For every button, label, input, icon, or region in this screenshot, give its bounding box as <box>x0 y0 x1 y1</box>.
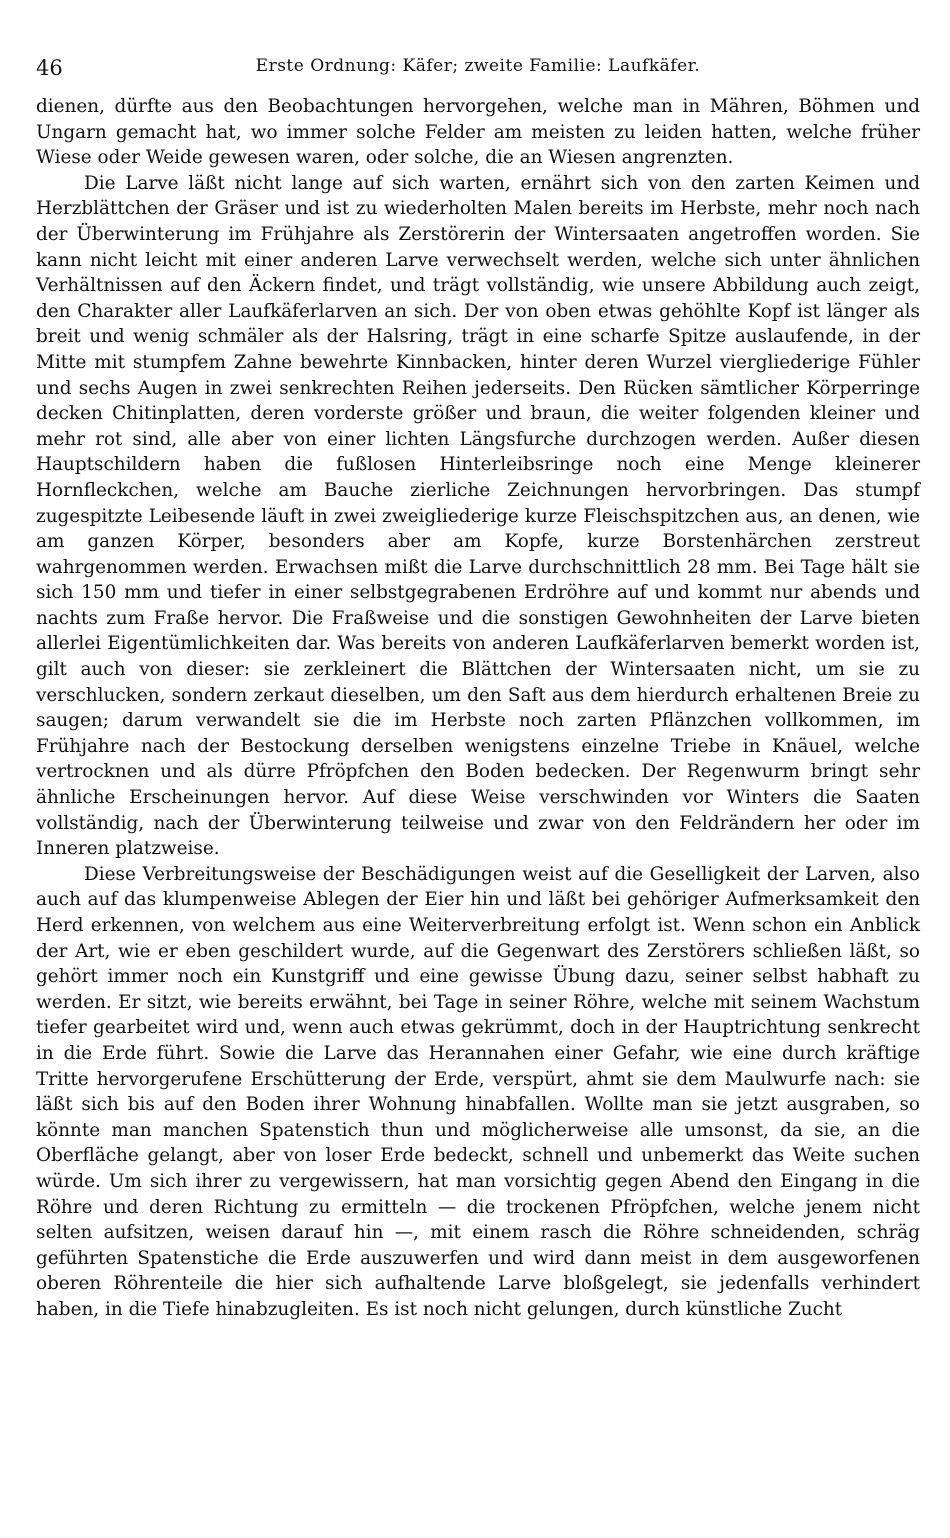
paragraph-continued: dienen, dürfte aus den Beobachtungen hervorgehen, welche man in Mähren, Böhmen und Ungarn gemacht hat, wo immer solche Felder am meisten zu leiden hatten, welche früher Wiese oder Weide gewesen waren, oder solche, die an Wiesen angrenzten. <box>36 96 920 169</box>
page-number: 46 <box>36 56 63 80</box>
page-header <box>36 48 920 84</box>
paragraph-distribution: Diese Verbreitungsweise der Beschädigungen weist auf die Geselligkeit der Larven, also auch auf das klumpenweise Ablegen der Eier hin und läßt bei gehöriger Aufmerksamkeit den Herd erkennen, von welchem aus eine Weiterverbreitung erfolgt ist. Wenn schon ein Anblick der Art, wie er eben geschildert wurde, auf die Gegenwart des Zerstörers schließen läßt, so gehört immer noch ein Kunstgriff und eine gewisse Übung dazu, seiner selbst habhaft zu werden. Er sitzt, wie bereits erwähnt, bei Tage in seiner Röhre, welche mit seinem Wachstum tiefer gearbeitet wird und, wenn auch etwas gekrümmt, doch in der Hauptrichtung senkrecht in die Erde führt. Sowie die Larve das Herannahen einer Gefahr, wie eine durch kräftige Tritte hervorgerufene Erschütterung der Erde, verspürt, ahmt sie dem Maulwurfe nach: sie läßt sich bis auf den Boden ihrer Wohnung hinabfallen. Wollte man sie jetzt ausgraben, so könnte man manchen Spatenstich thun und möglicherweise alle umsonst, da sie, an die Oberfläche gelangt, aber von loser Erde bedeckt, schnell und unbemerkt das Weite suchen würde. Um sich ihrer zu vergewissern, hat man vorsichtig gegen Abend den Eingang in die Röhre und deren Richtung zu ermitteln — die trockenen Pfröpfchen, welche jenem nicht selten aufsitzen, weisen darauf hin —, mit einem rasch die Röhre schneidenden, schräg geführten Spatenstiche die Erde auszuwerfen und wird dann meist in dem ausgeworfenen oberen Röhrenteile die hier sich aufhaltende Larve bloßgelegt, sie jedenfalls verhindert haben, in die Tiefe hinabzugleiten. Es ist noch nicht gelungen, durch künstliche Zucht <box>36 863 920 1320</box>
running-head: Erste Ordnung: Käfer; zweite Familie: Laufkäfer. <box>255 56 701 76</box>
paragraph-larva: Die Larve läßt nicht lange auf sich warten, ernährt sich von den zarten Keimen und Herzblättchen der Gräser und ist zu wiederholten Malen bereits im Herbste, mehr noch nach der Überwinterung im Frühjahre als Zerstörerin der Wintersaaten angetroffen worden. Sie kann nicht leicht mit einer anderen Larve verwechselt werden, welche sich unter ähnlichen Verhältnissen auf den Äckern findet, und trägt vollständig, wie unsere Abbildung auch zeigt, den Charakter aller Laufkäferlarven an sich. Der von oben etwas gehöhlte Kopf ist länger als breit und wenig schmäler als der Halsring, trägt in eine scharfe Spitze auslaufende, in der Mitte mit stumpfem Zahne bewehrte Kinnbacken, hinter deren Wurzel viergliederige Fühler und sechs Augen in zwei senkrechten Reihen jederseits. Den Rücken sämtlicher Körperringe decken Chitinplatten, deren vorderste größer und braun, die weiter folgenden kleiner und mehr rot sind, alle aber von einer lichten Längsfurche durchzogen werden. Außer diesen Hauptschildern haben die fußlosen Hinterleibsringe noch eine Menge kleinerer Hornfleckchen, welche am Bauche zierliche Zeichnungen hervorbringen. Das stumpf zugespitzte Leibesende läuft in zwei zweigliederige kurze Fleischspitzchen aus, an denen, wie am ganzen Körper, besonders aber am Kopfe, kurze Borstenhärchen zerstreut wahrgenommen werden. Erwachsen mißt die Larve durchschnittlich 28 mm. Bei Tage hält sie sich 150 mm und tiefer in einer selbstgegrabenen Erdröhre auf und kommt nur abends und nachts zum Fraße hervor. Die Fraßweise und die sonstigen Gewohnheiten der Larve bieten allerlei Eigentümlichkeiten dar. Was bereits von anderen Laufkäferlarven bemerkt worden ist, gilt auch von dieser: sie zerkleinert die Blättchen der Wintersaaten nicht, um sie zu verschlucken, sondern zerkaut dieselben, um den Saft aus dem hierdurch erhaltenen Breie zu saugen; darum verwandelt sie die im Herbste noch zarten Pflänzchen vollkommen, im Frühjahre nach der Bestockung derselben wenigstens einzelne Triebe in Knäuel, welche vertrocknen und als dürre Pfröpfchen den Boden bedecken. Der Regenwurm bringt sehr ähnliche Erscheinungen hervor. Auf diese Weise verschwinden vor Winters die Saaten vollständig, nach der Überwinterung teilweise und zwar von den Feldrändern her oder im Inneren platzweise. <box>36 172 920 860</box>
body-text <box>36 94 920 1323</box>
